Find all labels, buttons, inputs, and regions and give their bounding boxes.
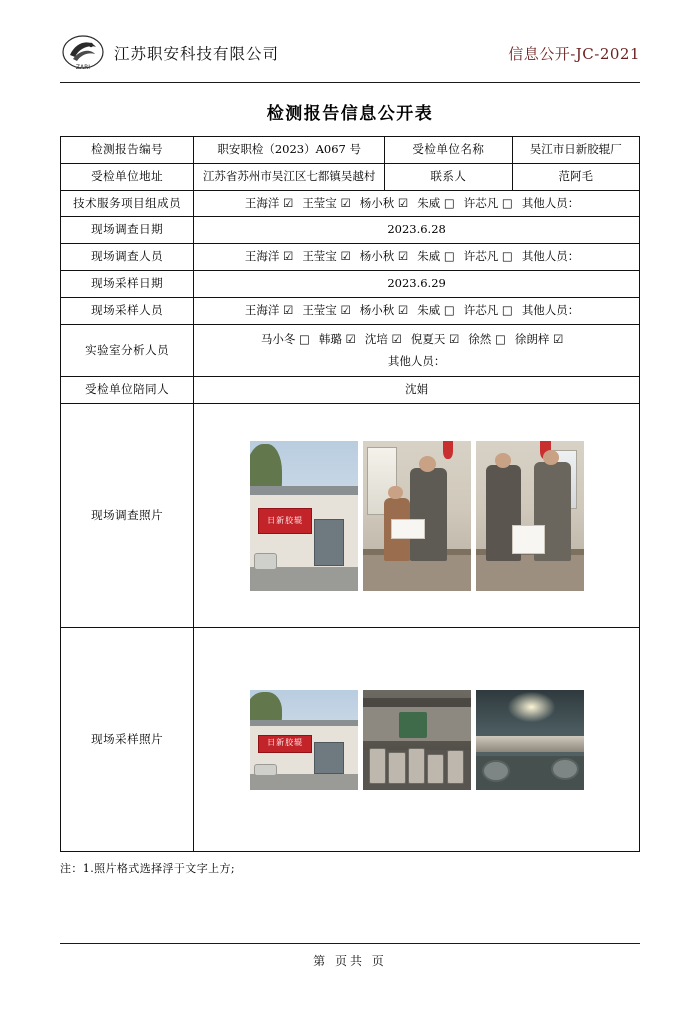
table-row xyxy=(61,163,640,190)
survey-photo-label: 现场调查照片 xyxy=(61,404,194,628)
zari-logo-icon xyxy=(60,33,106,73)
sampling-photo-cell xyxy=(194,628,640,852)
address-value: 江苏省苏州市吴江区七都镇吴越村 xyxy=(194,163,385,190)
client-name-value: 吴江市日新胶辊厂 xyxy=(512,137,639,164)
sampling-date-label: 现场采样日期 xyxy=(61,271,194,298)
company-name: 江苏职安科技有限公司 xyxy=(114,45,280,63)
sampling-photo-label: 现场采样照片 xyxy=(61,628,194,852)
survey-staff-label: 现场调查人员 xyxy=(61,244,194,271)
report-no-label: 检测报告编号 xyxy=(61,137,194,164)
table-note: 注：1.照片格式选择浮于文字上方; xyxy=(60,862,235,876)
team-member-3[interactable]: 朱威 □ xyxy=(417,195,455,210)
svg-text:ZARI: ZARI xyxy=(75,64,91,71)
sampling-member-1[interactable]: 王莹宝 ☑ xyxy=(302,302,351,317)
sampling-member-2[interactable]: 杨小秋 ☑ xyxy=(359,302,409,317)
sampling-member-0[interactable]: 王海洋 ☑ xyxy=(244,302,294,317)
sampling-date-value: 2023.6.29 xyxy=(194,271,640,298)
document-header xyxy=(60,24,640,83)
lab-member-3[interactable]: 倪夏天 ☑ xyxy=(410,331,460,346)
table-row xyxy=(61,377,640,404)
indoor-inspection-photo-2 xyxy=(476,441,584,591)
table-row xyxy=(61,244,640,271)
team-member-4[interactable]: 许芯凡 □ xyxy=(463,195,513,210)
survey-member-0[interactable]: 王海洋 ☑ xyxy=(244,249,294,264)
sampling-member-4[interactable]: 许芯凡 □ xyxy=(463,302,513,317)
lathe-machine-photo xyxy=(476,690,584,790)
lab-member-0[interactable]: 马小冬 □ xyxy=(260,331,310,346)
brand xyxy=(60,33,279,73)
team-member-0[interactable]: 王海洋 ☑ xyxy=(244,195,294,210)
factory-sign-text: 日新胶辊 xyxy=(258,508,312,534)
table-row xyxy=(61,137,640,164)
survey-member-1[interactable]: 王莹宝 ☑ xyxy=(302,249,351,264)
escort-label: 受检单位陪同人 xyxy=(61,377,194,404)
table-row xyxy=(61,297,640,324)
sampling-staff-cell xyxy=(194,297,640,324)
lab-staff-cell xyxy=(194,324,640,377)
survey-member-3[interactable]: 朱威 □ xyxy=(417,249,455,264)
team-label: 技术服务项目组成员 xyxy=(61,190,194,217)
survey-member-others-label: 其他人员： xyxy=(521,249,580,264)
indoor-inspection-photo-1 xyxy=(363,441,471,591)
page-title: 检测报告信息公开表 xyxy=(266,104,434,124)
survey-member-4[interactable]: 许芯凡 □ xyxy=(463,249,513,264)
team-member-2[interactable]: 杨小秋 ☑ xyxy=(359,195,409,210)
table-row xyxy=(61,324,640,377)
contact-label: 联系人 xyxy=(385,163,512,190)
escort-value: 沈娟 xyxy=(194,377,640,404)
lab-member-1[interactable]: 韩璐 ☑ xyxy=(318,331,356,346)
report-no-value: 职安职检（2023）A067 号 xyxy=(194,137,385,164)
factory-entrance-photo xyxy=(250,441,358,591)
report-info-table xyxy=(60,136,640,852)
lab-member-2[interactable]: 沈培 ☑ xyxy=(364,331,402,346)
lab-others-label: 其他人员： xyxy=(387,353,446,368)
sampling-member-others-label: 其他人员： xyxy=(521,302,580,317)
table-row-survey-photos xyxy=(61,404,640,628)
team-member-1[interactable]: 王莹宝 ☑ xyxy=(302,195,351,210)
document-code: 信息公开-JC-2021 xyxy=(508,44,640,63)
address-label: 受检单位地址 xyxy=(61,163,194,190)
lab-staff-label: 实验室分析人员 xyxy=(61,324,194,377)
survey-staff-cell xyxy=(194,244,640,271)
client-name-label: 受检单位名称 xyxy=(385,137,512,164)
factory-entrance-sampling-photo xyxy=(250,690,358,790)
team-members-cell xyxy=(194,190,640,217)
table-row xyxy=(61,190,640,217)
table-row-sampling-photos xyxy=(61,628,640,852)
document-page xyxy=(0,24,700,1013)
factory-sign-text-2: 日新胶辊 xyxy=(258,735,312,753)
table-row xyxy=(61,217,640,244)
table-row xyxy=(61,271,640,298)
sampling-staff-label: 现场采样人员 xyxy=(61,297,194,324)
survey-date-value: 2023.6.28 xyxy=(194,217,640,244)
survey-date-label: 现场调查日期 xyxy=(61,217,194,244)
lab-member-5[interactable]: 徐朗梓 ☑ xyxy=(514,331,564,346)
lab-member-4[interactable]: 徐然 □ xyxy=(468,331,506,346)
page-footer: 第 页共 页 xyxy=(60,943,640,969)
team-member-others-label: 其他人员： xyxy=(521,195,580,210)
contact-value: 范阿毛 xyxy=(512,163,639,190)
survey-member-2[interactable]: 杨小秋 ☑ xyxy=(359,249,409,264)
sampling-member-3[interactable]: 朱威 □ xyxy=(417,302,455,317)
workshop-rollers-photo xyxy=(363,690,471,790)
survey-photo-cell xyxy=(194,404,640,628)
